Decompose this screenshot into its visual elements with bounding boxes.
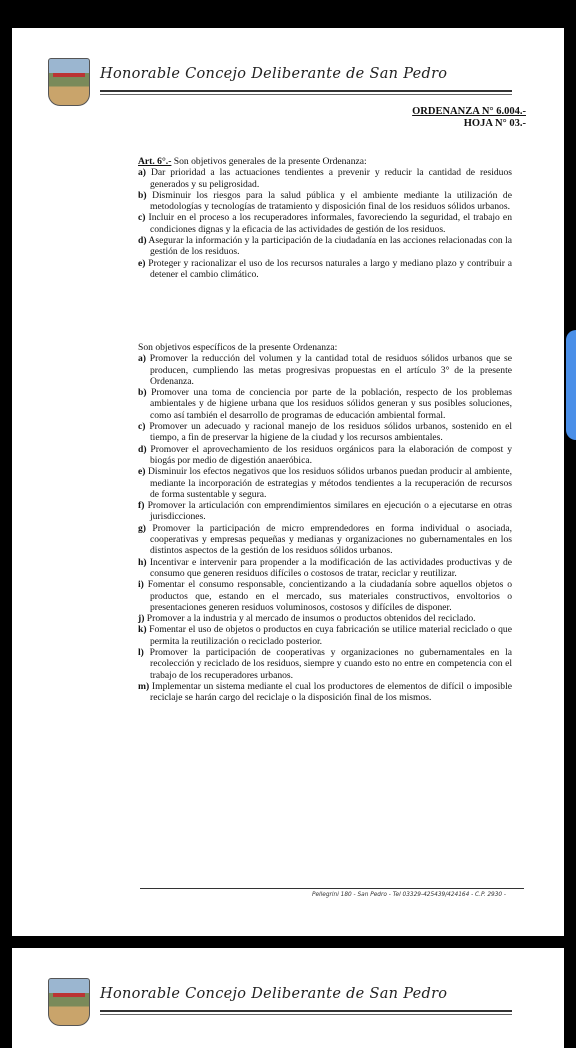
general-objectives-list	[138, 167, 512, 280]
item-letter: b)	[138, 387, 147, 399]
item-letter: b)	[138, 189, 147, 201]
item-text: Promover la articulación con emprendimientos similares en ejecución o a ejecutarse en otras jurisdicciones.	[144, 500, 512, 523]
letterhead-title-next: Honorable Concejo Deliberante de San Pedro	[100, 986, 448, 1002]
list-item	[138, 681, 512, 704]
item-letter: a)	[138, 353, 146, 365]
list-item	[138, 466, 512, 500]
item-text: Disminuir los efectos negativos que los residuos sólidos urbanos puedan producir al ambiente, mediante la incorporación de estrategias y métodos tendientes a la recuperación de recursos de forma sustentable y segura.	[145, 466, 512, 500]
list-item	[138, 624, 512, 647]
item-letter: g)	[138, 522, 146, 534]
item-letter: l)	[138, 647, 144, 659]
letterhead	[48, 58, 518, 106]
item-text: Dar prioridad a las actuaciones tendientes a prevenir y reducir la cantidad de residuos generados y su peligrosidad.	[146, 167, 512, 190]
municipal-seal-icon	[48, 978, 90, 1026]
item-text: Proteger y racionalizar el uso de los recursos naturales a largo y mediano plazo y contribuir a detener el cambio climático.	[145, 257, 512, 280]
item-letter: i)	[138, 579, 144, 591]
list-item	[138, 353, 512, 387]
item-letter: f)	[138, 500, 145, 512]
article-intro: Son objetivos generales de la presente Ordenanza:	[171, 156, 367, 167]
item-text: Promover a la industria y al mercado de insumos o productos obtenidos del reciclado.	[144, 613, 476, 625]
list-item	[138, 613, 512, 624]
list-item	[138, 235, 512, 258]
specific-objectives-list	[138, 353, 512, 703]
item-letter: c)	[138, 421, 146, 433]
footer-rule	[140, 888, 524, 889]
document-page	[12, 28, 564, 936]
item-text: Promover la reducción del volumen y la cantidad total de residuos sólidos urbanos que se producen, cumpliendo las metas progresivas propuestas en el artículo 3° de la presente Ordenanza.	[146, 353, 512, 387]
document-page-next	[12, 948, 564, 1048]
item-letter: c)	[138, 212, 146, 224]
footer-address: Pellegrini 180 - San Pedro - Tel 03329-425439/424164 - C.P. 2930 -	[312, 892, 507, 898]
item-text: Implementar un sistema mediante el cual los productores de elementos de difícil o imposible reciclaje se harán cargo del reciclaje o la disposición final de los mismos.	[149, 680, 512, 704]
item-text: Disminuir los riesgos para la salud pública y el ambiente mediante la utilización de metodologías y tecnologías de tratamiento y disposición final de los residuos sólidos urbanos.	[146, 189, 512, 213]
item-letter: m)	[138, 680, 150, 692]
reference-block	[412, 106, 526, 130]
list-item	[138, 258, 512, 281]
list-item	[138, 167, 512, 190]
item-text: Incentivar e intervenir para propender a la modificación de las actividades productivas y de consumo que generen residuos difíciles o costosos de tratar, reciclar y reutilizar.	[146, 556, 512, 579]
item-text: Incluir en el proceso a los recuperadores informales, favoreciendo la seguridad, el trabajo en condiciones dignas y la eficacia de las actividades de gestión de los residuos.	[145, 212, 512, 235]
item-text: Promover un adecuado y racional manejo de los residuos sólidos urbanos, sostenido en el tiempo, a fin de preservar la higiene de la ciudad y los recursos ambientales.	[145, 421, 512, 444]
list-item	[138, 523, 512, 557]
item-letter: e)	[138, 257, 146, 269]
letterhead-rule	[100, 90, 512, 92]
list-item	[138, 212, 512, 235]
ordenanza-number: ORDENANZA N° 6.004.-	[412, 106, 526, 117]
item-text: Promover la participación de micro emprendedores en forma individual o asociada, cooperativas y empresas pequeñas y medianas y organizaciones no gubernamentales en los distintos aspectos de la gestión de los residuos sólidos urbanos.	[146, 522, 512, 557]
scroll-indicator[interactable]	[566, 330, 576, 440]
letterhead-rule-thin	[100, 94, 512, 95]
general-objectives	[138, 156, 512, 280]
item-letter: a)	[138, 167, 146, 179]
letterhead-rule-thin	[100, 1014, 512, 1015]
item-letter: h)	[138, 556, 147, 568]
letterhead-title: Honorable Concejo Deliberante de San Pedro	[100, 66, 448, 82]
municipal-seal-icon	[48, 58, 90, 106]
list-item	[138, 387, 512, 421]
item-text: Promover una toma de conciencia por parte de la población, respecto de los problemas ambientales y de higiene urbana que los residuos sólidos generan y sus posibles soluciones, como así también el desarrollo de programas de educación ambiental formal.	[146, 387, 512, 421]
list-item	[138, 421, 512, 444]
letterhead-rule	[100, 1010, 512, 1012]
letterhead-next	[48, 978, 518, 1026]
list-item	[138, 647, 512, 681]
article-heading	[138, 156, 512, 167]
item-letter: j)	[138, 613, 145, 625]
item-text: Fomentar el uso de objetos o productos en cuya fabricación se utilice material reciclado o que permita la reutilización o reciclado posterior.	[146, 624, 512, 647]
item-letter: d)	[138, 443, 147, 455]
list-item	[138, 579, 512, 613]
list-item	[138, 557, 512, 580]
specific-objectives	[138, 342, 512, 704]
item-letter: k)	[138, 624, 147, 636]
item-text: Promover el aprovechamiento de los residuos orgánicos para la elaboración de compost y biogás por medio de digestión anaeróbica.	[146, 443, 512, 466]
hoja-number: HOJA N° 03.-	[463, 118, 526, 129]
item-text: Promover la participación de cooperativas y organizaciones no gubernamentales en la recolección y reciclado de los residuos, siempre y cuando esto no entre en competencia con el trabajo de los recuperadores urbanos.	[143, 647, 512, 681]
item-letter: e)	[138, 466, 146, 478]
list-item	[138, 500, 512, 523]
item-letter: d)	[138, 235, 147, 247]
item-text: Asegurar la información y la participación de la ciudadanía en las acciones relacionadas con la gestión de los residuos.	[146, 235, 512, 258]
list-item	[138, 444, 512, 467]
specific-intro: Son objetivos específicos de la presente Ordenanza:	[138, 342, 338, 353]
item-text: Fomentar el consumo responsable, concientizando a la ciudadanía sobre aquellos objetos o productos que, estando en el mercado, sus materiales constructivos, envoltorios o presentaciones generen residuos voluminosos, costosos y difíciles de disponer.	[143, 579, 512, 613]
list-item	[138, 190, 512, 213]
article-label: Art. 6°.-	[138, 156, 172, 167]
